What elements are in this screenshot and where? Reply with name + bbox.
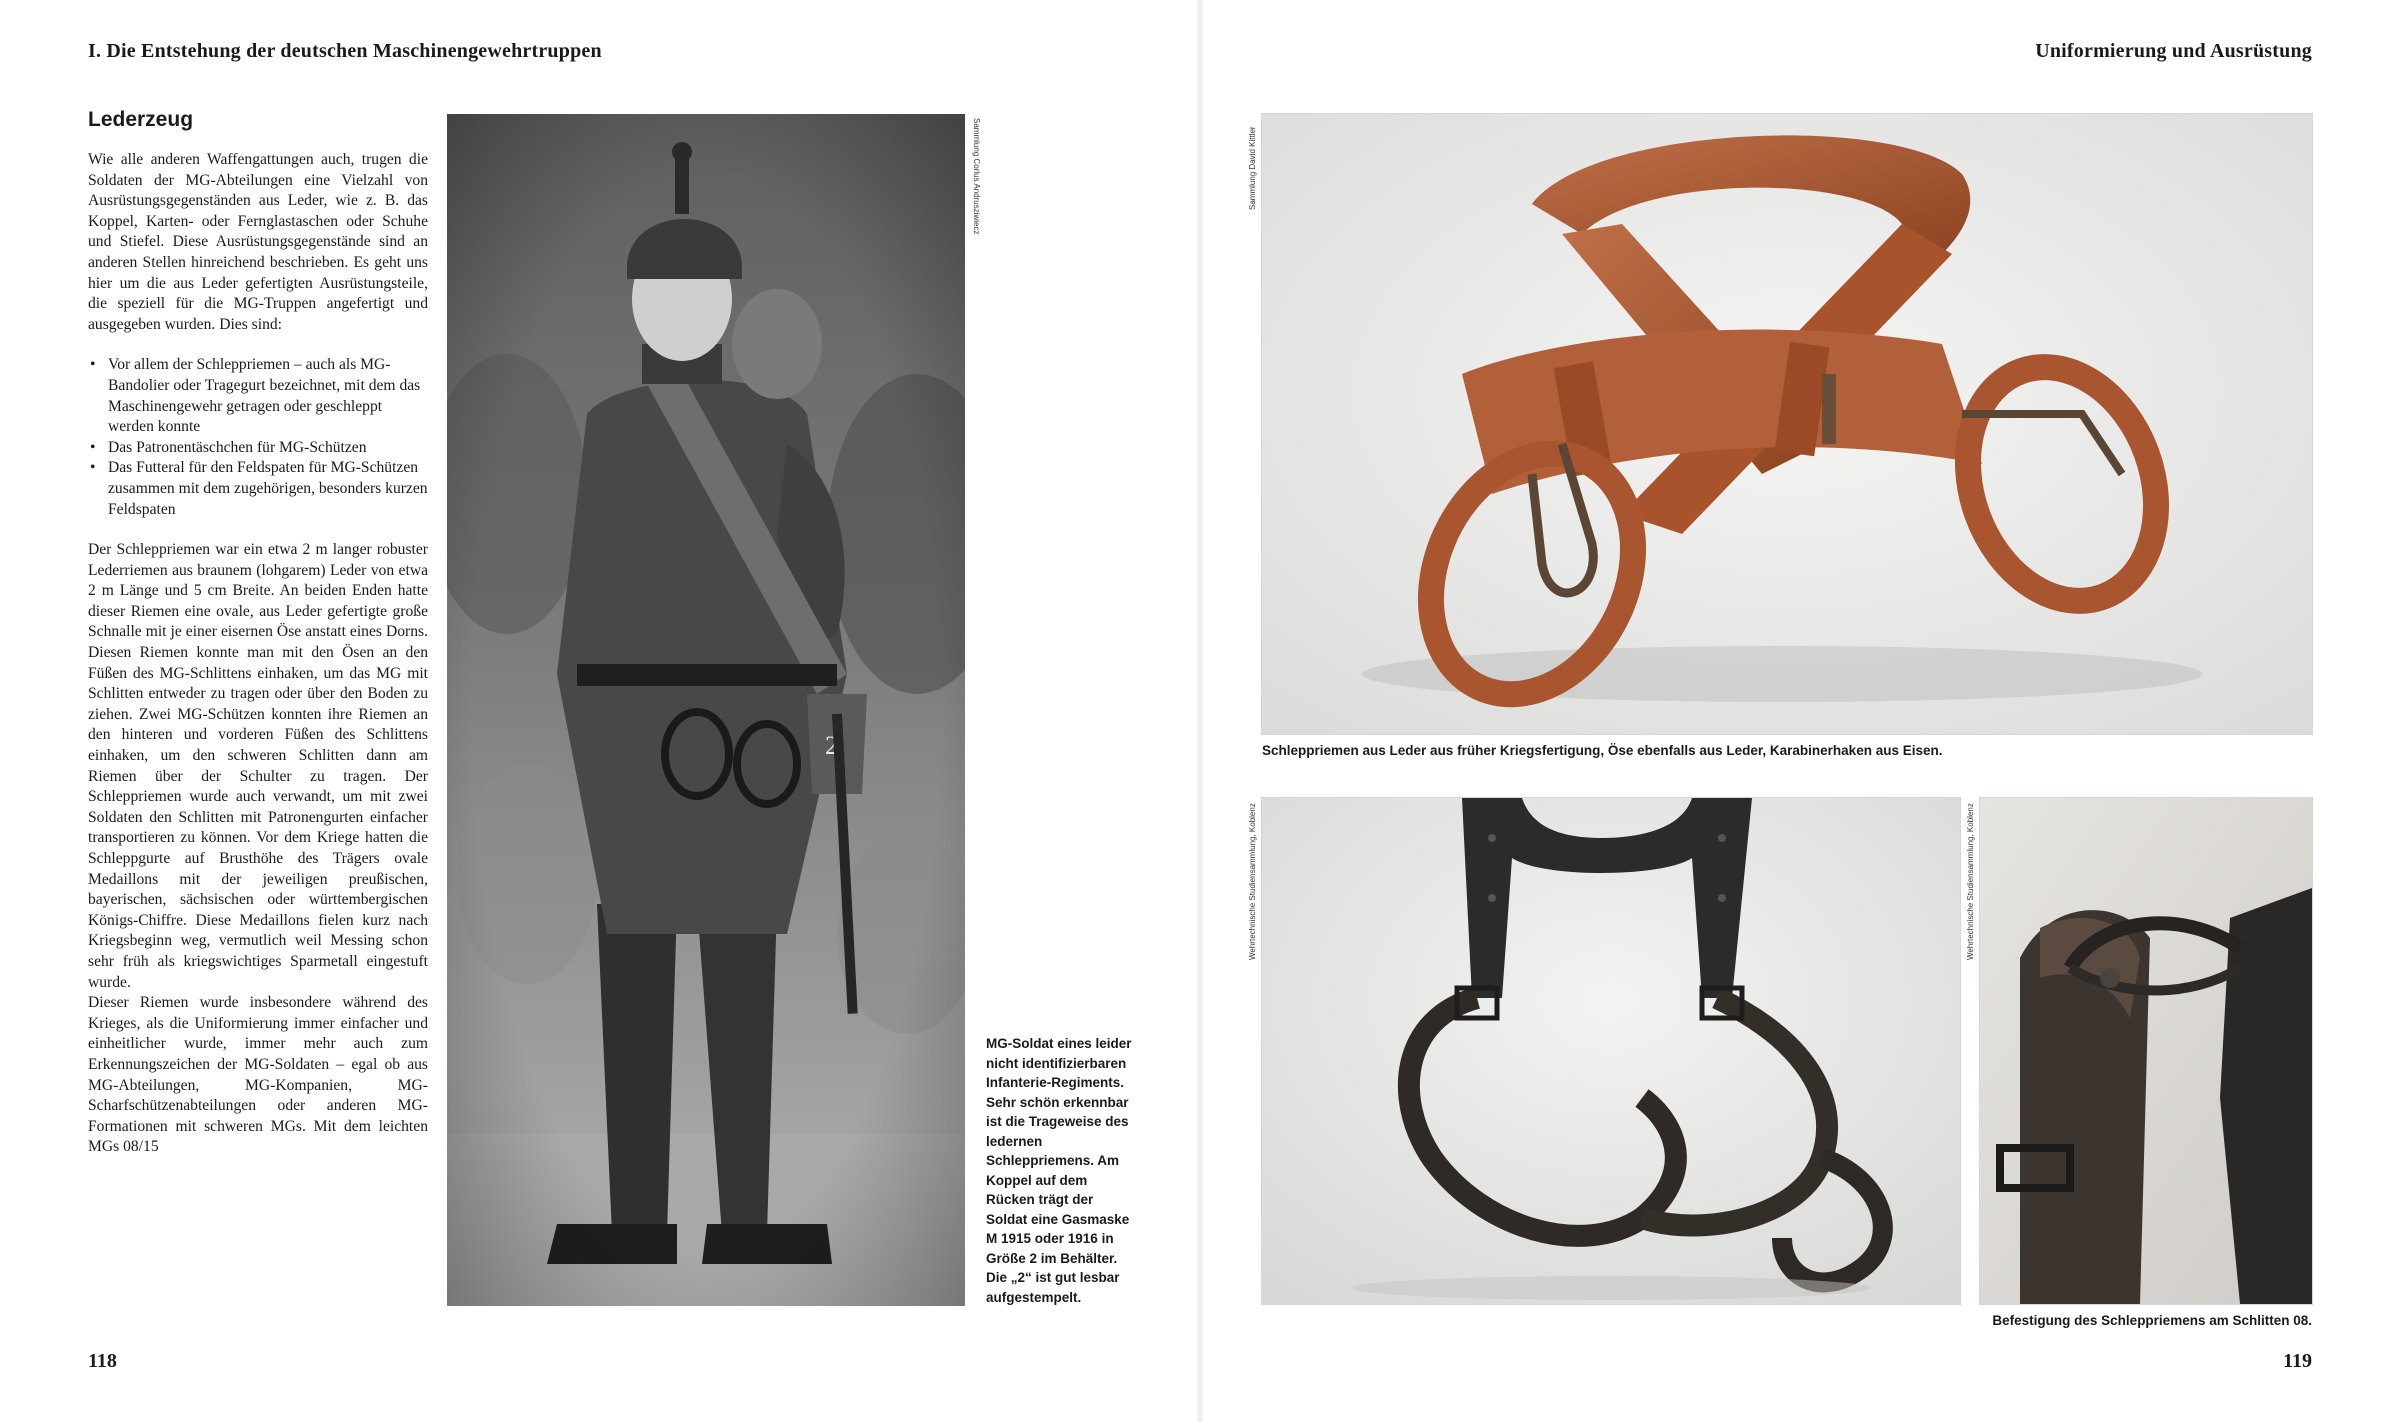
soldier-photo (447, 114, 965, 1306)
schleppriemen-paragraph: Der Schleppriemen war ein etwa 2 m langer robuster Lederriemen aus braunem (lohgarem) Leder von etwa 2 m Länge und 5 cm Breite. An beiden Enden hatte dieser Riemen eine ovale, aus Leder gefertigte große Schnalle mit je einer eisernen Öse anstatt eines Dorns. Diesen Riemen konnte man mit den Ösen an den Füßen des MG-Schlittens einhaken, um das MG mit Schlitten entweder zu tragen oder über den Boden zu ziehen. Zwei MG-Schützen konnten ihre Riemen an den hinteren und vorderen Füßen des Schlittens einhaken, um den schweren Schlitten dann am Riemen über der Schulter zu tragen. Der Schleppriemen wurde auch verwandt, um mit zwei Soldaten den Schlitten mit Patronengurten einfacher transportieren zu können. Vor dem Kriege hatten die Schleppgurte auf Brusthöhe des Trägers ovale Medaillons mit der jeweiligen preußischen, bayerischen, sächsischen oder württembergischen Königs-Chiffre. Diese Medaillons fielen kurz nach Kriegsbeginn weg, vermutlich weil Messing schon sehr früh als kriegswichtiges Sparmetall eingestuft wurde. (88, 541, 428, 991)
list-item: • Das Patronentäschchen für MG-Schützen (88, 438, 428, 459)
soldier-photo-credit: Sammlung Corlus Andrusziwiecz (972, 118, 981, 235)
leather-belt-photo-credit: Sammlung David Kittler (1248, 126, 1257, 210)
equipment-list (88, 355, 428, 520)
left-folio: 118 (88, 1350, 117, 1372)
erkennungszeichen-paragraph: Dieser Riemen wurde insbesondere während des Krieges, als die Uniformierung immer einfacher und einheitlicher wurde, immer mehr auch zum Erkennungszeichen der MG-Soldaten – egal ob aus MG-Abteilungen, MG-Kompanien, MG-Scharfschützenabteilungen oder anderen MG-Formationen mit schweren MGs. Mit dem leichten MGs 08/15 (88, 994, 428, 1156)
soldier-photo-caption: MG-Soldat eines leider nicht identifizierbaren Infanterie-Regiments. Sehr schön erkennbar ist die Trageweise des ledernen Schleppriemens. Am Koppel auf dem Rücken trägt der Soldat eine Gasmaske M 1915 oder 1916 in Größe 2 im Behälter. Die „2“ ist gut lesbar aufgestempelt. (986, 1036, 1132, 1305)
sled-strap-photo-credit: Wehrtechnische Studiensammlung, Koblenz (1248, 803, 1257, 960)
right-folio: 119 (2283, 1350, 2312, 1372)
leather-belt-photo (1262, 114, 2312, 734)
strap-detail-photo-credit: Wehrtechnische Studiensammlung, Koblenz (1966, 803, 1975, 960)
sled-strap-photo (1262, 798, 1960, 1304)
right-running-head: Uniformierung und Ausrüstung (2035, 40, 2312, 62)
list-item: • Vor allem der Schleppriemen – auch als MG-Bandolier oder Tragegurt bezeichnet, mit dem das Maschinengewehr getragen oder geschleppt werden konnte (88, 355, 428, 437)
strap-detail-caption: Befestigung des Schleppriemens am Schlitten 08. (1992, 1313, 2312, 1328)
book-gutter (1196, 0, 1204, 1422)
section-title: Lederzeug (88, 108, 194, 131)
intro-paragraph: Wie alle anderen Waffengattungen auch, trugen die Soldaten der MG-Abteilungen eine Vielzahl von Ausrüstungsgegenständen aus Leder, wie z. B. das Koppel, Karten- oder Fernglastaschen oder Schuhe und Stiefel. Diese Ausrüstungsgegenstände sind an anderen Stellen hinreichend beschrieben. Es geht uns hier um die aus Leder gefertigten Ausrüstungsteile, die speziell für die MG-Truppen angefertigt und ausgegeben wurden. Dies sind: (88, 151, 428, 333)
body-text-column (88, 150, 428, 1158)
strap-detail-photo (1980, 798, 2312, 1304)
leather-belt-caption: Schleppriemen aus Leder aus früher Kriegsfertigung, Öse ebenfalls aus Leder, Karabinerhaken aus Eisen. (1262, 743, 1943, 758)
left-running-head: I. Die Entstehung der deutschen Maschinengewehrtruppen (88, 40, 602, 62)
list-item: • Das Futteral für den Feldspaten für MG-Schützen zusammen mit dem zugehörigen, besonders kurzen Feldspaten (88, 458, 428, 520)
